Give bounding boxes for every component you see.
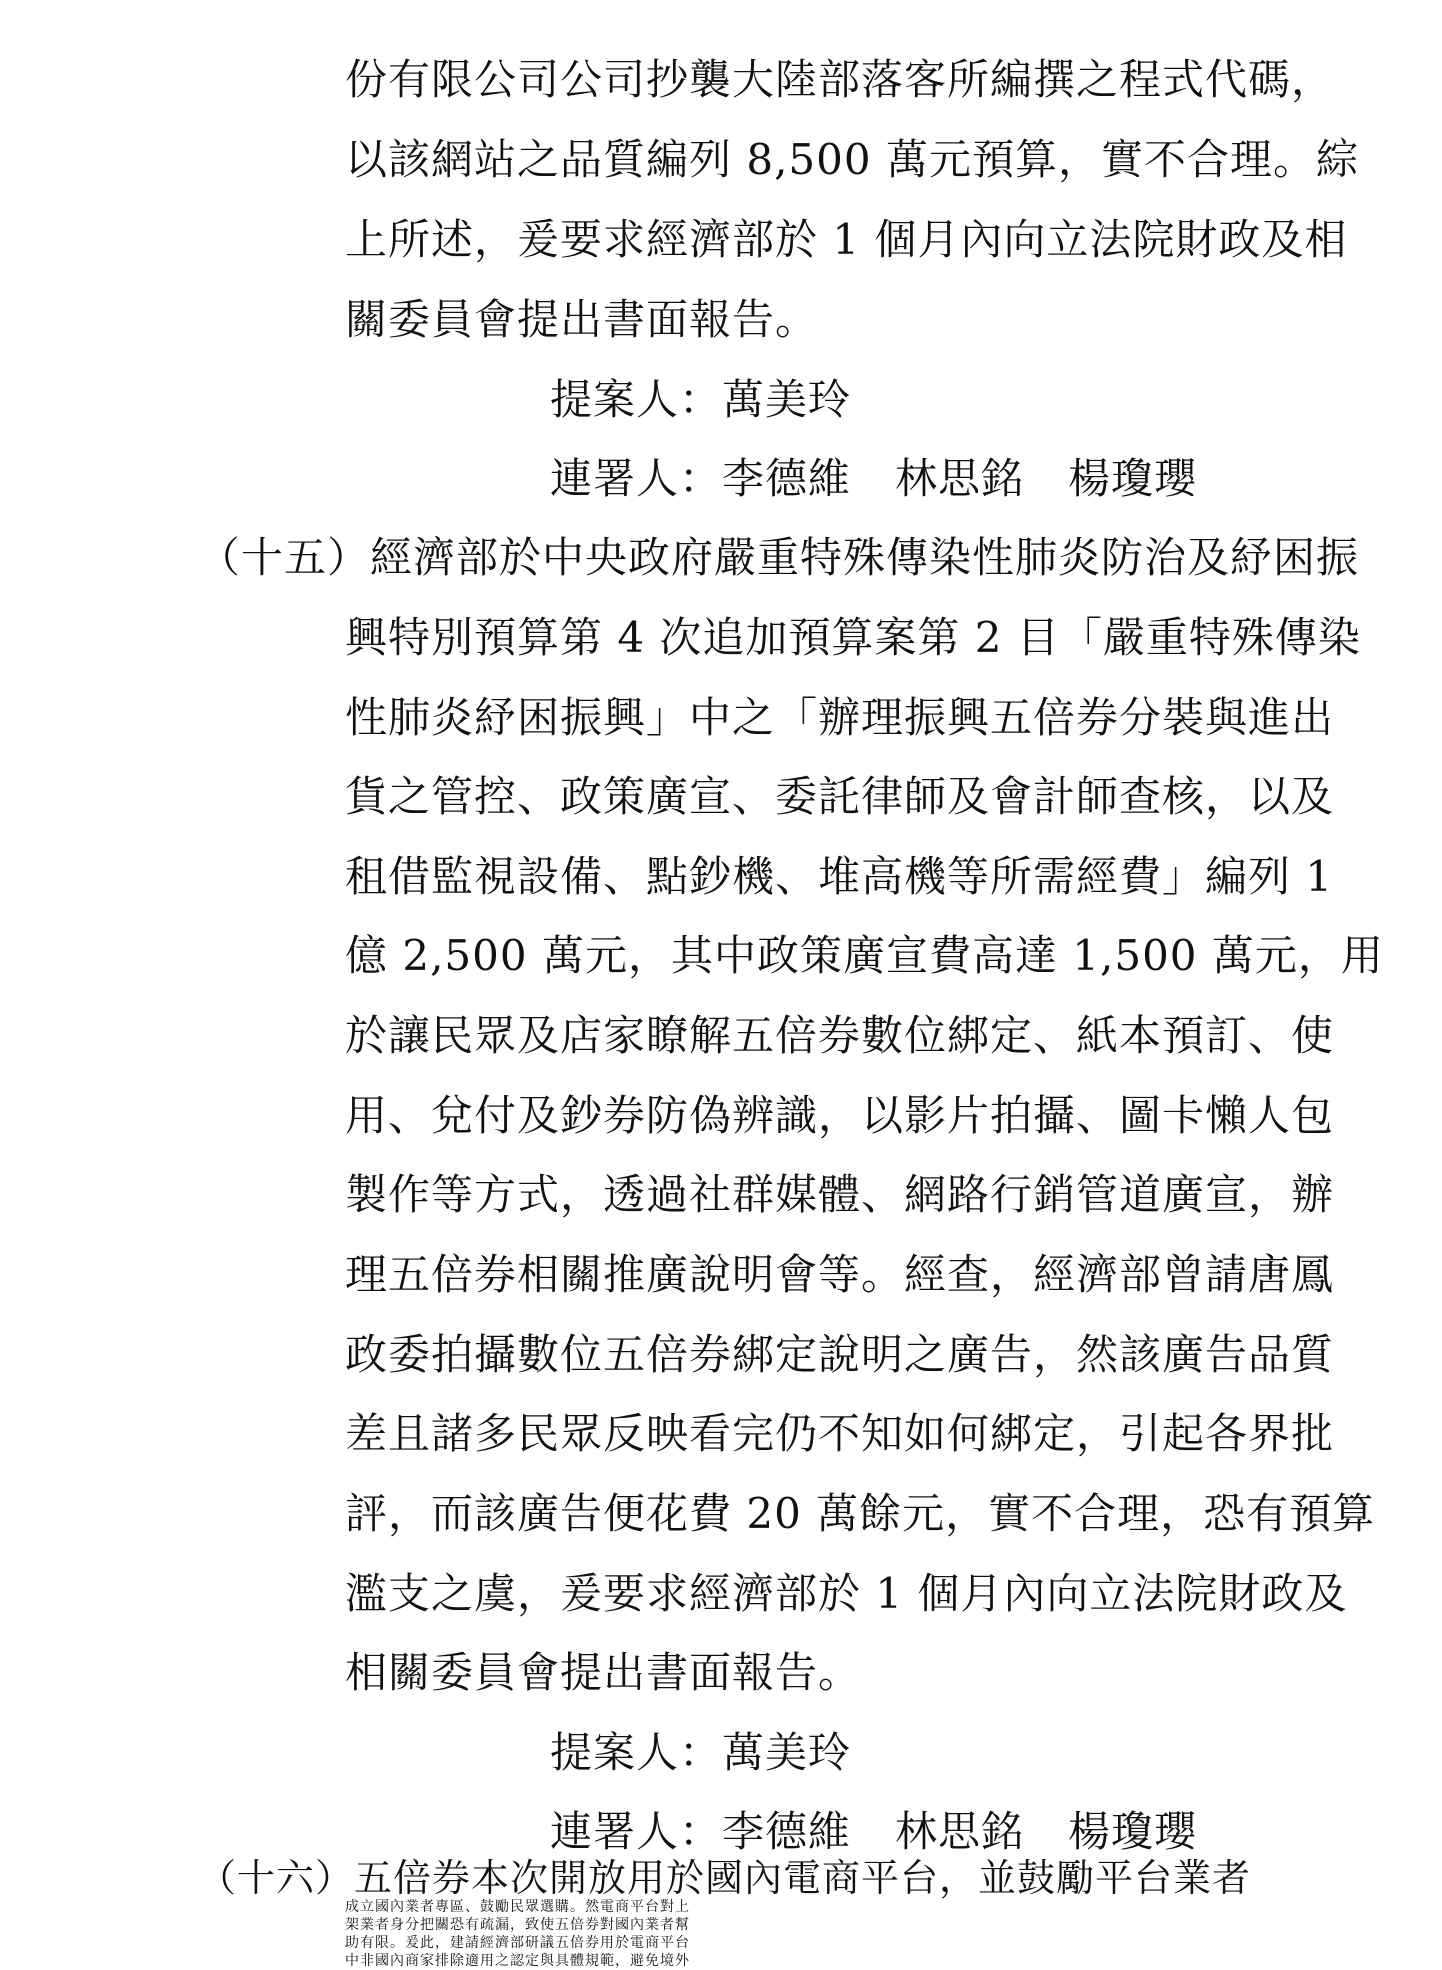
paragraph-line: 政委拍攝數位五倍券綁定說明之廣告，然該廣告品質 [345,1330,1335,1379]
paragraph-line: 成立國內業者專區、鼓勵民眾選購。然電商平台對上 [345,1899,690,1915]
cosigner-name: 楊瓊瓔 [1068,454,1198,503]
cosigner-name: 李德維 [722,1807,852,1856]
paragraph-line: 相關委員會提出書面報告。 [345,1648,862,1697]
paragraph-line: 億 2,500 萬元，其中政策廣宣費高達 1,500 萬元，用 [345,931,1384,980]
paragraph-line: 性肺炎紓困振興」中之「辦理振興五倍券分裝與進出 [345,693,1335,742]
paragraph-line: 中非國內商家排除適用之認定與具體規範，避免境外 [345,1953,690,1969]
proposer-name: 萬美玲 [722,1728,852,1777]
item-number-label: （十五） [198,533,371,582]
item-text: 經濟部於中央政府嚴重特殊傳染性肺炎防治及紓困振 [370,533,1360,582]
proposer-label: 提案人： [550,375,723,424]
paragraph-line: 差且諸多民眾反映看完仍不知如何綁定，引起各界批 [345,1409,1335,1458]
paragraph-line: 架業者身分把關恐有疏漏，致使五倍券對國內業者幫 [345,1917,690,1933]
paragraph-line: 份有限公司公司抄襲大陸部落客所編撰之程式代碼， [345,55,1335,104]
cosigner-label: 連署人： [550,1807,723,1856]
paragraph-line: 關委員會提出書面報告。 [345,295,819,344]
paragraph-line: 貨之管控、政策廣宣、委託律師及會計師查核，以及 [345,772,1335,821]
paragraph-line: 理五倍券相關推廣說明會等。經查，經濟部曾請唐鳳 [345,1250,1335,1299]
paragraph-line: 以該網站之品質編列 8,500 萬元預算，實不合理。綜 [345,135,1359,184]
proposer-line [550,1720,1410,1786]
cosigner-name: 李德維 [722,454,852,503]
paragraph-line: 用、兌付及鈔券防偽辨識，以影片拍攝、圖卡懶人包 [345,1091,1335,1140]
proposer-label: 提案人： [550,1728,723,1777]
item-first-line [198,525,1410,591]
cosigner-name: 林思銘 [895,454,1025,503]
paragraph-line: 興特別預算第 4 次追加預算案第 2 目「嚴重特殊傳染 [345,613,1361,662]
proposer-name: 萬美玲 [722,375,852,424]
cosigner-name: 楊瓊瓔 [1068,1807,1198,1856]
cosigner-label: 連署人： [550,454,723,503]
proposer-line [550,367,1410,433]
cosigner-name: 林思銘 [895,1807,1025,1856]
paragraph-line: 上所述，爰要求經濟部於 1 個月內向立法院財政及相 [345,215,1348,264]
paragraph-line: 於讓民眾及店家瞭解五倍券數位綁定、紙本預訂、使 [345,1011,1335,1060]
paragraph-line: 濫支之虞，爰要求經濟部於 1 個月內向立法院財政及 [345,1569,1348,1618]
cosigner-line [550,446,1410,512]
item-first-line [198,1858,1410,1898]
paragraph-line: 租借監視設備、點鈔機、堆高機等所需經費」編列 1 [345,852,1334,901]
paragraph-line: 助有限。爰此，建請經濟部研議五倍券用於電商平台 [345,1935,690,1951]
paragraph-line: 評，而該廣告便花費 20 萬餘元，實不合理，恐有預算 [345,1489,1376,1538]
item-text: 五倍券本次開放用於國內電商平台，並鼓勵平台業者 [354,1856,1252,1900]
item-number-label: （十六） [198,1856,355,1900]
paragraph-line: 製作等方式，透過社群媒體、網路行銷管道廣宣，辦 [345,1170,1335,1219]
